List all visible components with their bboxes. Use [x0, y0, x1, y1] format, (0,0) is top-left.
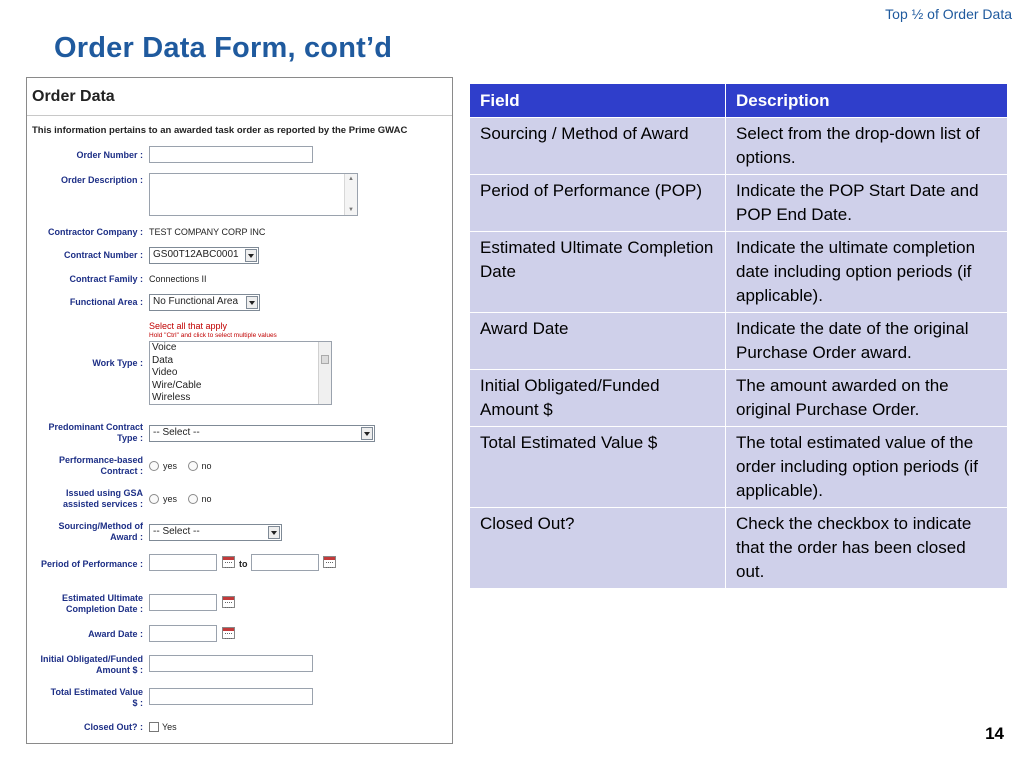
initial-obligated-label: Initial Obligated/Funded Amount $ :	[40, 654, 143, 675]
contract-number-value: GS00T12ABC0001	[153, 249, 239, 260]
contract-family-value: Connections II	[149, 274, 207, 284]
table-header-row	[470, 84, 1008, 118]
estimated-ultimate-completion-label: Estimated Ultimate Completion Date :	[61, 593, 143, 614]
contract-family-label: Contract Family :	[69, 274, 143, 284]
pop-start-input[interactable]	[149, 554, 217, 571]
chevron-down-icon[interactable]	[245, 249, 257, 262]
functional-area-select[interactable]	[149, 294, 260, 311]
list-item[interactable]: Wire/Cable	[152, 379, 202, 391]
predominant-contract-type-value: -- Select --	[153, 427, 200, 438]
description-cell: The total estimated value of the order including option periods (if applicable).	[726, 427, 1008, 508]
order-data-form	[26, 77, 453, 744]
functional-area-value: No Functional Area	[153, 296, 239, 307]
chevron-down-icon[interactable]	[361, 427, 373, 440]
field-cell: Sourcing / Method of Award	[470, 118, 726, 175]
order-number-input[interactable]	[149, 146, 313, 163]
closed-out-checkbox[interactable]	[149, 722, 159, 732]
performance-based-radios: yes no	[149, 461, 212, 471]
table-row	[470, 370, 1008, 427]
order-description-textarea[interactable]	[149, 173, 358, 216]
calendar-icon[interactable]	[222, 627, 235, 639]
table-row	[470, 508, 1008, 589]
field-cell: Estimated Ultimate Completion Date	[470, 232, 726, 313]
sourcing-method-label: Sourcing/Method of Award :	[58, 521, 143, 542]
performance-based-yes-radio[interactable]	[149, 461, 159, 471]
page-number: 14	[985, 724, 1004, 743]
issued-gsa-label: Issued using GSA assisted services :	[62, 488, 143, 509]
order-number-label: Order Number :	[76, 150, 143, 160]
contract-number-select[interactable]	[149, 247, 259, 264]
description-cell: The amount awarded on the original Purchase Order.	[726, 370, 1008, 427]
chevron-down-icon[interactable]	[268, 526, 280, 539]
list-item[interactable]: Data	[152, 354, 174, 366]
order-description-label: Order Description :	[60, 175, 143, 185]
functional-area-label: Functional Area :	[69, 297, 143, 307]
issued-gsa-radios: yes no	[149, 494, 212, 504]
chevron-down-icon[interactable]	[246, 296, 258, 309]
issued-gsa-yes-radio[interactable]	[149, 494, 159, 504]
closed-out-label: Closed Out? :	[84, 722, 143, 732]
pop-end-input[interactable]	[251, 554, 319, 571]
list-item[interactable]: Video	[152, 367, 178, 378]
scroll-down-icon: ▼	[348, 207, 354, 213]
calendar-icon[interactable]	[222, 556, 235, 568]
to-label: to	[239, 559, 248, 569]
contractor-company-value: TEST COMPANY CORP INC	[149, 227, 266, 237]
slide-title: Order Data Form, cont’d	[54, 32, 393, 64]
table-row	[470, 313, 1008, 370]
period-of-performance-label: Period of Performance :	[40, 559, 143, 569]
table-row	[470, 232, 1008, 313]
calendar-icon[interactable]	[323, 556, 336, 568]
work-type-label: Work Type :	[92, 358, 143, 368]
total-estimated-value-label: Total Estimated Value $ :	[50, 687, 143, 708]
description-cell: Indicate the POP Start Date and POP End Date.	[726, 175, 1008, 232]
scroll-thumb[interactable]	[321, 355, 329, 364]
field-cell: Total Estimated Value $	[470, 427, 726, 508]
issued-gsa-no-radio[interactable]	[188, 494, 198, 504]
list-item[interactable]: Voice	[152, 342, 177, 353]
sourcing-method-select[interactable]	[149, 524, 282, 541]
description-cell: Indicate the ultimate completion date including option periods (if applicable).	[726, 232, 1008, 313]
performance-based-no-radio[interactable]	[188, 461, 198, 471]
description-cell: Check the checkbox to indicate that the order has been closed out.	[726, 508, 1008, 589]
award-date-input[interactable]	[149, 625, 217, 642]
description-cell: Select from the drop-down list of options.	[726, 118, 1008, 175]
form-header-title: Order Data	[32, 88, 115, 105]
description-column-header: Description	[726, 84, 1008, 118]
contractor-company-label: Contractor Company :	[47, 227, 143, 237]
field-cell: Closed Out?	[470, 508, 726, 589]
predominant-contract-type-select[interactable]	[149, 425, 375, 442]
sourcing-method-value: -- Select --	[153, 526, 200, 537]
initial-obligated-input[interactable]	[149, 655, 313, 672]
total-estimated-value-input[interactable]	[149, 688, 313, 705]
field-cell: Initial Obligated/Funded Amount $	[470, 370, 726, 427]
listbox-scrollbar[interactable]	[318, 342, 331, 404]
performance-based-label: Performance-based Contract :	[58, 455, 143, 476]
form-intro: This information pertains to an awarded task order as reported by the Prime GWAC	[32, 125, 408, 136]
predominant-contract-type-label: Predominant Contract Type :	[48, 422, 143, 443]
field-cell: Award Date	[470, 313, 726, 370]
work-type-hint-sub: Hold "Ctrl" and click to select multiple values	[149, 332, 277, 339]
field-column-header: Field	[470, 84, 726, 118]
field-description-table	[469, 83, 1008, 589]
work-type-listbox[interactable]	[149, 341, 332, 405]
form-header	[27, 78, 452, 116]
table-row	[470, 175, 1008, 232]
scroll-up-icon: ▲	[348, 176, 354, 182]
field-cell: Period of Performance (POP)	[470, 175, 726, 232]
table-row	[470, 118, 1008, 175]
award-date-label: Award Date :	[88, 629, 143, 639]
work-type-hint: Select all that apply	[149, 321, 228, 331]
description-cell: Indicate the date of the original Purchase Order award.	[726, 313, 1008, 370]
textarea-scrollbar[interactable]	[344, 174, 357, 215]
list-item[interactable]: Wireless	[152, 392, 191, 403]
top-note: Top ½ of Order Data	[885, 6, 1012, 22]
contract-number-label: Contract Number :	[63, 250, 143, 260]
calendar-icon[interactable]	[222, 596, 235, 608]
table-row	[470, 427, 1008, 508]
estimated-ultimate-completion-input[interactable]	[149, 594, 217, 611]
closed-out-row: Yes	[149, 722, 177, 732]
